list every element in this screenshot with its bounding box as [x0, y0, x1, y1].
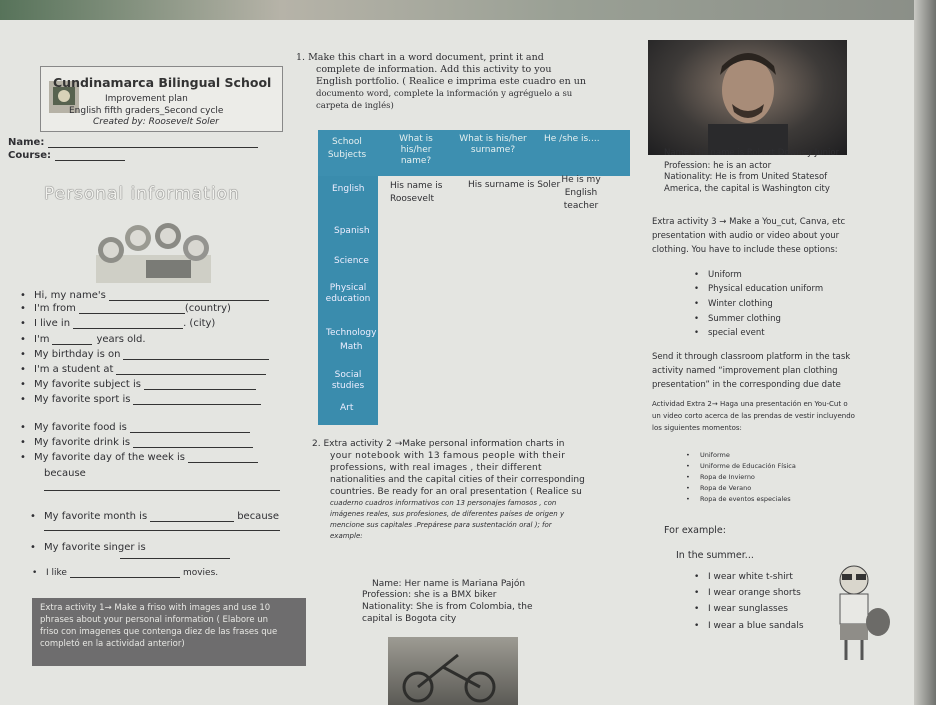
list-item: • My birthday is on: [34, 349, 269, 360]
grade-label: English fifth graders_Second cycle: [69, 106, 224, 116]
bmx-bike-image: [388, 637, 518, 705]
worksheet-page: Cundinamarca Bilingual School Improvement plan English fifth graders_Second cycle Created by: Roosevelt Soler Name: Course: Personal information • Hi, my name's • I'm from (country) • I live in . (city) • I'm years old. • My birthday is on • I'm a student at • My favorite subject is • My favorite sport is • My favorite food is • My favorite drink is • My favorite day of the week is because • My favorite month is because • My favorite singer is • I like movies. Extra activity 1→ Make a friso with images and use 10 phrases about your personal information ( Elabore un friso con imagenes que contenga diez de las frases que completó en la actividad anterior) 1. Make this chart in a word document, print it and complete de information. Add this activity to you English portfolio. ( Realice e imprima este cuadro en un documento word, complete la información y agréguelo a su carpeta de inglés) School Subjects What is his/her name? What is his/her surname? He /she is.... English Spanish Science Physical education Technology Math Social studies Art His name is Roosevelt His surname is Soler He is my English teacher 2. Extra activity 2 →Make personal information charts in your notebook with 13 famous people with their professions, with real images , their different nationalities and the capital cities of their corresponding countries. Be ready for an oral presentation ( Realice su cuaderno cuadros informativos con 13 personajes famosos , con imágenes reales, sus profesiones, de diferentes países de origen y mencione sus capitales .Prepárese para sustentación oral ); for example: Name: Her name is Mariana Pajón Profession: she is a BMX biker Nationality: She is from Colombia, the capital is Bogota city Name: His name is Robert Downey Junior Profession: he is an actor Nationality: He is from United Statesof America, the capital is Washington city Extra activity 3 → Make a You_cut, Canva, etc presentation with audio or video about your clothing. You have to include these options: • Uniform • Physical education uniform • Winter clothing • Summer clothing • special event Send it through classroom platform in the task activity named “improvement plan clothing presentation” in the corresponding due date Actividad Extra 2→ Haga una presentación en You-Cut o un video corto acerca de las prendas de vestir incluyendo los siguientes momentos: • Uniforme • Uniforme de Educación Física • Ropa de Invierno • Ropa de Verano • Ropa de eventos especiales For example: In the summer... • I wear white t-shirt • I wear orange shorts • I wear sunglasses • I wear a blue sandals: [0, 0, 936, 705]
option-item: • Ropa de eventos especiales: [700, 495, 791, 503]
option-item: • Physical education uniform: [708, 284, 823, 294]
extra1-line: friso con imagenes que contenga diez de las frases que: [40, 627, 278, 637]
list-item: • I'm a student at: [34, 364, 266, 375]
option-item: • Uniforme: [700, 451, 730, 459]
school-header: [40, 66, 283, 132]
list-item: • I wear a blue sandals: [708, 621, 804, 631]
subject-science: Science: [334, 256, 369, 266]
table-header: School Subjects What is his/her name? What is his/her surname? He /she is....: [318, 130, 630, 176]
list-item: • My favorite singer is: [44, 542, 146, 553]
course-label: Course:: [8, 150, 125, 161]
extra1-line: phrases about your personal information ( Elabore un: [40, 615, 269, 625]
list-item: because: [44, 468, 86, 479]
creator-label: Created by: Roosevelt Soler: [93, 117, 219, 127]
subject-english: English: [332, 184, 365, 194]
english-surname-cell: His surname is Soler: [468, 180, 561, 190]
list-item: • I'm from (country): [34, 303, 231, 314]
list-item: • I wear orange shorts: [708, 588, 801, 598]
blank-line: [44, 490, 280, 491]
subject-social-studies: Social studies: [331, 370, 365, 391]
english-name-cell: His name is Roosevelt: [390, 181, 443, 204]
robert-downey-photo: [648, 40, 847, 155]
boy-summer-clipart: [826, 562, 896, 667]
extra1-line: completó en la actividad anterior): [40, 639, 185, 649]
list-item: • My favorite drink is: [34, 437, 253, 448]
option-item: • Ropa de Invierno: [700, 473, 755, 481]
subject-technology: Technology: [326, 328, 377, 338]
option-item: • Winter clothing: [708, 299, 773, 309]
subject-physical-education: Physical education: [325, 283, 371, 304]
school-name: Cundinamarca Bilingual School: [53, 75, 272, 90]
list-item: • My favorite month is because: [44, 511, 279, 522]
subjects-table: [318, 130, 630, 425]
photo-top-edge: [0, 0, 936, 20]
english-heshe-cell: He is my English teacher: [561, 175, 601, 211]
page-edge-shadow: [914, 0, 936, 705]
list-item: • I live in . (city): [34, 318, 215, 329]
list-item: • I wear sunglasses: [708, 604, 788, 614]
name-label: Name:: [8, 137, 258, 148]
blank-line: [44, 530, 280, 531]
extra-activity-1-box: [32, 598, 306, 666]
subject-math: Math: [340, 342, 363, 352]
plan-title: Improvement plan: [105, 94, 188, 104]
option-item: • Summer clothing: [708, 314, 781, 324]
subject-art: Art: [340, 403, 354, 413]
list-item: • My favorite sport is: [34, 394, 261, 405]
extra1-line: Extra activity 1→ Make a friso with images and use 10: [40, 603, 271, 613]
list-item: • Hi, my name's: [34, 290, 269, 301]
list-item: • I wear white t-shirt: [708, 572, 793, 582]
subject-spanish: Spanish: [334, 226, 370, 236]
blank-line: [120, 558, 230, 559]
portrait-image: [648, 40, 847, 155]
list-item: • My favorite subject is: [34, 379, 256, 390]
option-item: • special event: [708, 328, 765, 338]
option-item: • Uniforme de Educación Física: [700, 462, 796, 470]
list-item: • My favorite food is: [34, 422, 250, 433]
children-clipart: [86, 210, 221, 285]
option-item: • Uniform: [708, 270, 742, 280]
mariana-photo: [388, 637, 518, 705]
list-item: • I'm years old.: [34, 334, 146, 345]
list-item: • I like movies.: [46, 568, 218, 578]
list-item: • My favorite day of the week is: [34, 452, 258, 463]
option-item: • Ropa de Verano: [700, 484, 751, 492]
personal-info-title: Personal information: [44, 184, 240, 204]
